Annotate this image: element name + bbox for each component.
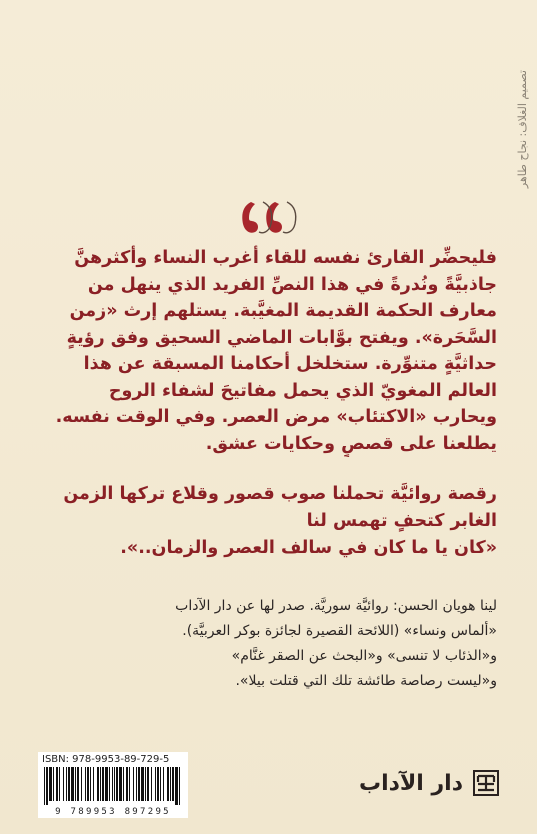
blurb-paragraph-1 [40, 245, 497, 457]
isbn-number: ISBN: 978-9953-89-729-5 [42, 754, 170, 765]
blurb-line: جاذبيَّةً ونُدرةً في هذا النصِّ الفريد الذي ينهل من [87, 274, 497, 295]
barcode-icon [42, 767, 184, 805]
blurb-line: معارف الحكمة القديمة المغيَّبة. يستلهم إرث «زمن [69, 301, 497, 321]
blurb-line: فليحضِّر القارئ نفسه للقاء أغرب النساء وأكثرهنَّ [74, 248, 497, 268]
publisher-name: دار الآداب [358, 770, 463, 796]
author-bio [40, 594, 497, 694]
barcode-digits: 9 789953 897295 [55, 807, 171, 817]
blurb-line: ويحارب «الاكتئاب» مرض العصر. وفي الوقت نفسه. [55, 407, 497, 427]
blurb-line: الغابر كتحفٍ تهمس لنا [306, 511, 497, 531]
quotation-mark-icon [237, 200, 301, 236]
bio-line: و«ليست رصاصة طائشة تلك التي قتلت بيلا». [235, 673, 497, 689]
blurb-line: «كان يا ما كان في سالف العصر والزمان..». [120, 538, 497, 558]
bio-line: و«الذئاب لا تنسى» و«البحث عن الصقر غنَّام» [231, 648, 497, 664]
publisher-block [359, 770, 499, 796]
blurb-line: السَّحَرة». ويفتح بوَّابات الماضي السحيق وفق رؤيةٍ [66, 327, 497, 348]
publisher-logo-icon [473, 770, 499, 796]
blurb-line: العالم المغويّ الذي يحمل مفاتيحَ لشفاء الروح [108, 380, 497, 401]
blurb-line: رقصة روائيَّة تحملنا صوب قصور وقلاع تركها الزمن [63, 484, 497, 504]
bio-line: لينا هويان الحسن: روائيَّة سوريَّة. صدر لها عن دار الآداب [175, 598, 497, 614]
cover-design-credit: تصميم الغلاف: نجاح طاهر [516, 70, 529, 189]
blurb-line: يطلعنا على قصصٍ وحكايات عشق. [205, 433, 497, 454]
blurb-paragraph-2 [40, 481, 497, 562]
bio-line: «ألماس ونساء» (اللائحة القصيرة لجائزة بوكر العربيَّة). [182, 623, 497, 639]
isbn-barcode [38, 752, 188, 818]
blurb-line: حداثيَّةٍ متنوِّرة. ستخلخل أحكامنا المسبقة عن هذا [83, 354, 497, 374]
